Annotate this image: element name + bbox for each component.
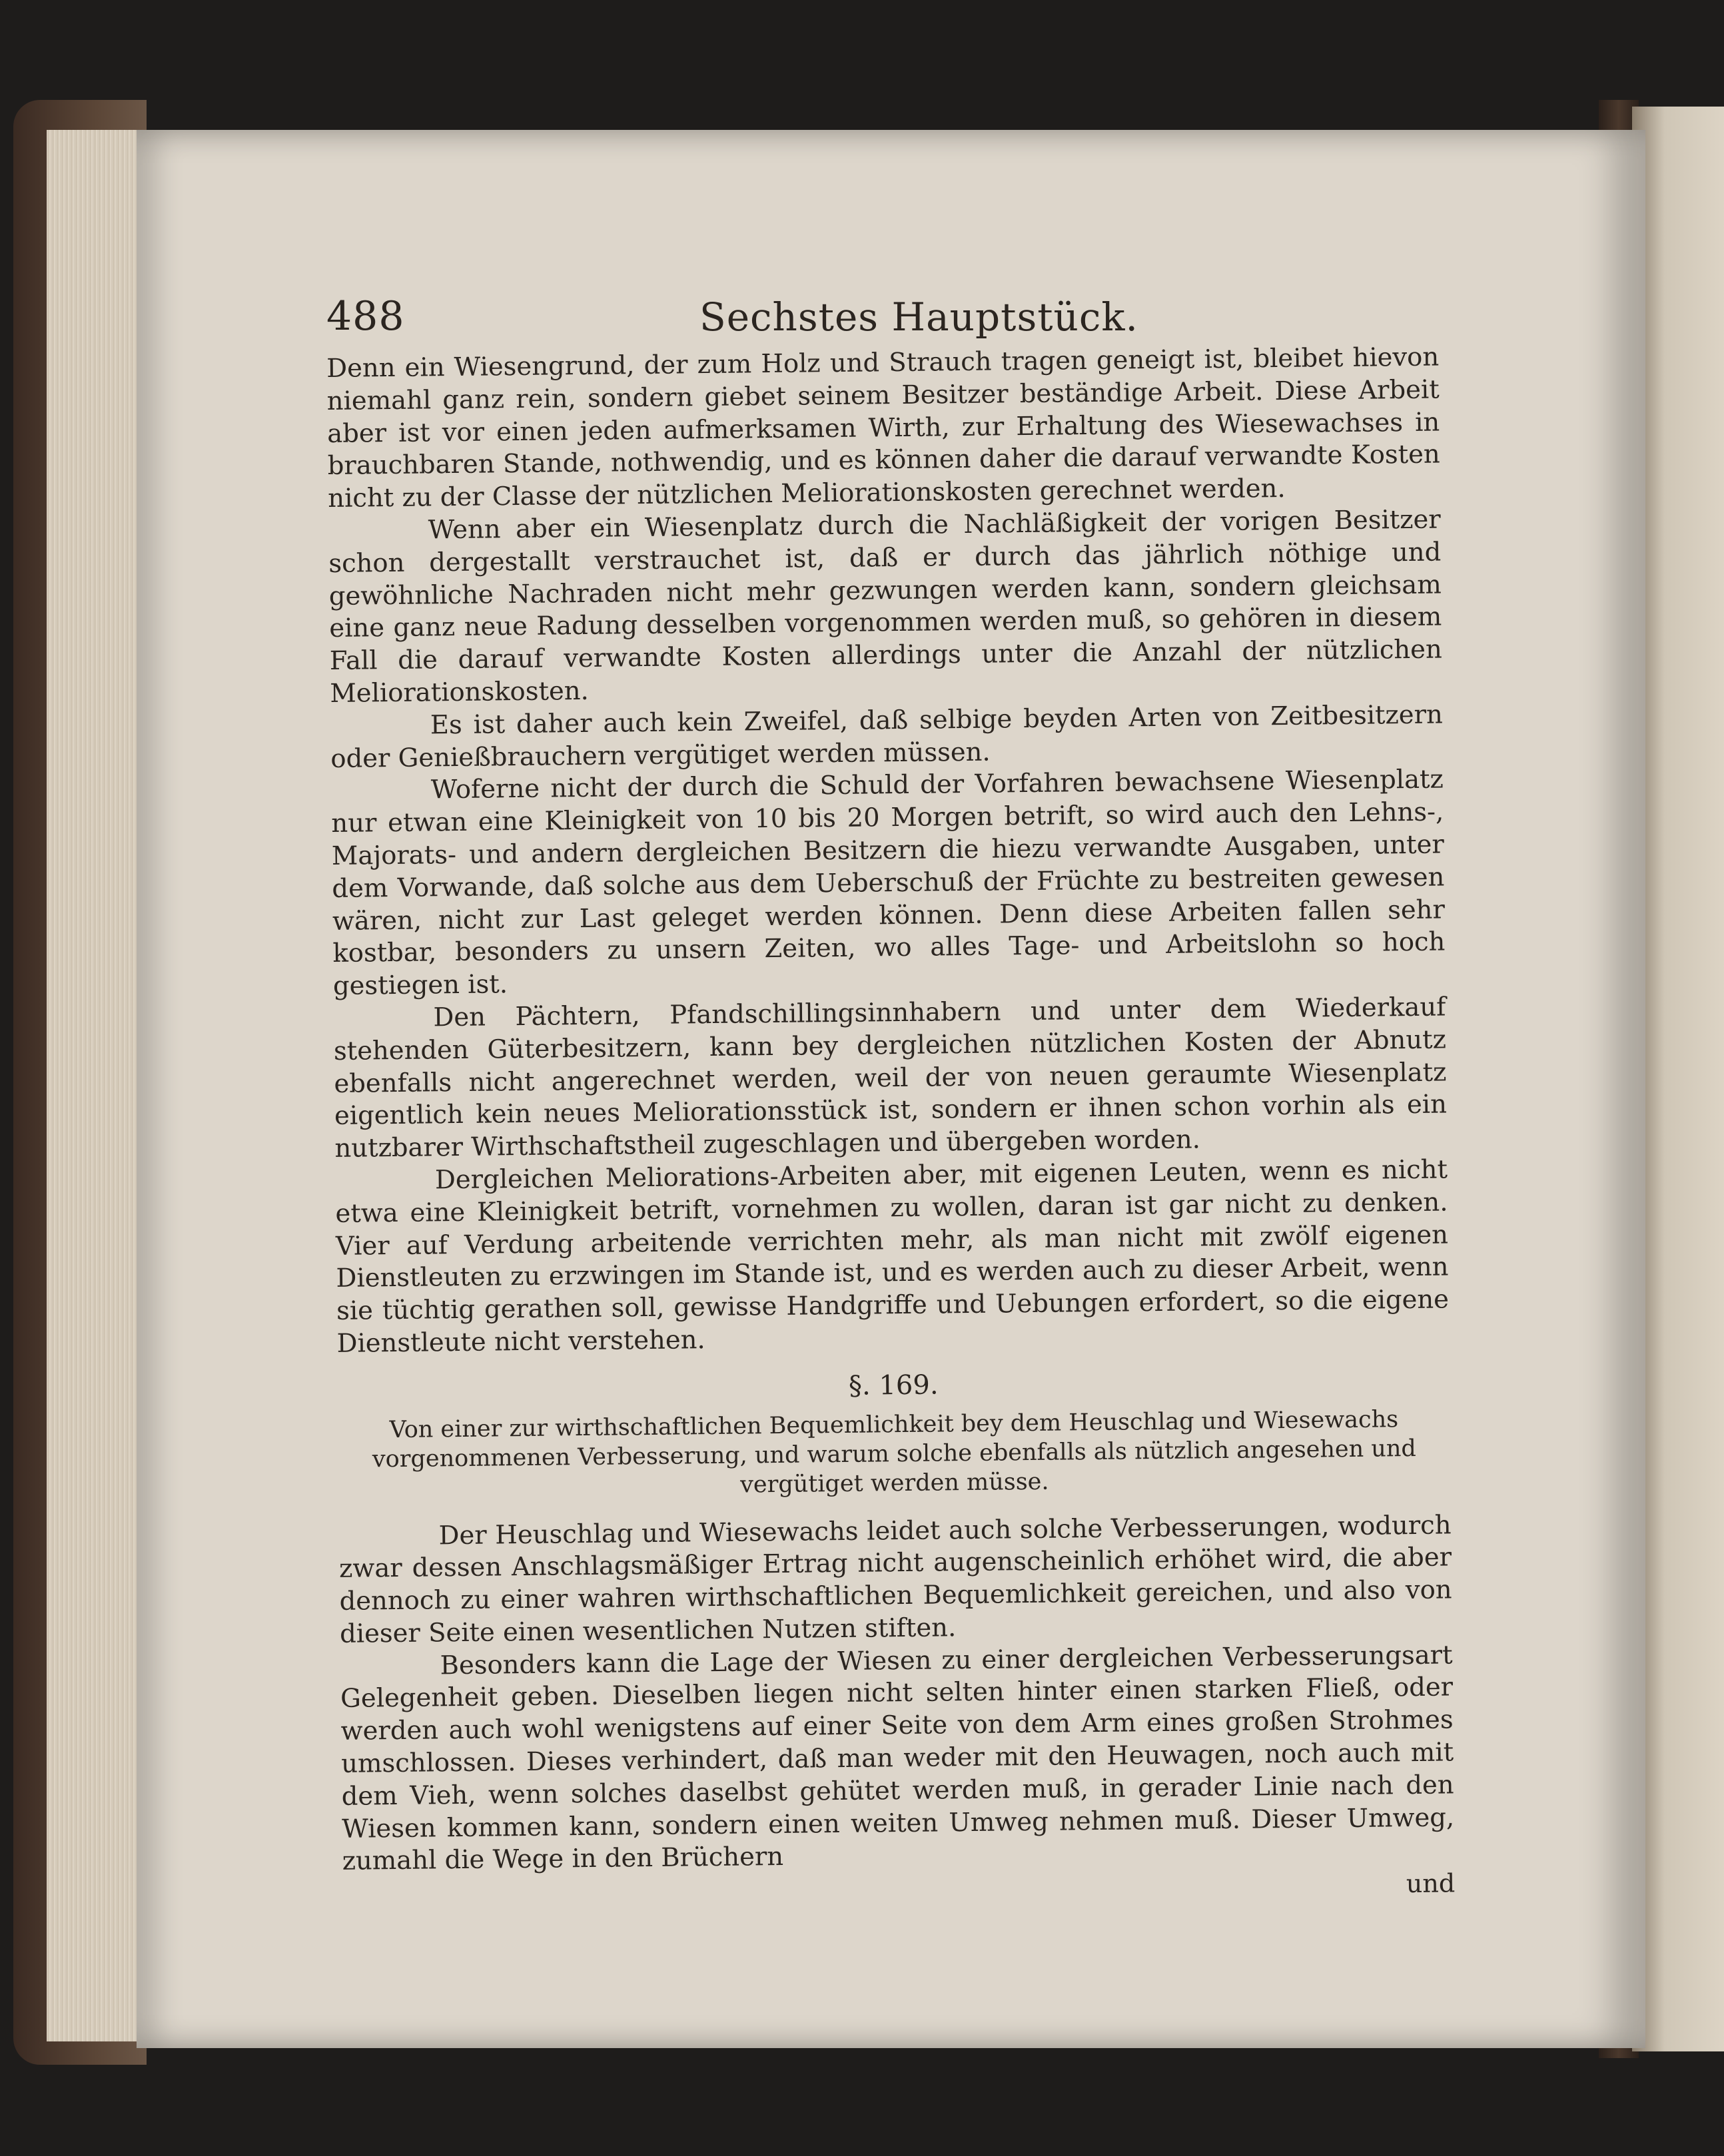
- paragraph: Der Heuschlag und Wiesewachs leidet auch solche Verbesserungen, wodurch zwar dessen Anschlagsmäßiger Ertrag nicht augenscheinlich erhöhet wird, die aber dennoch zu einer wahren wirthschaftlichen Bequemlichkeit gereichen, und also von dieser Seite einen wesentlichen Nutzen stiften.: [338, 1509, 1452, 1649]
- paragraph: Denn ein Wiesengrund, der zum Holz und Strauch tragen geneigt ist, bleibet hievon niemahl ganz rein, sondern giebet seinem Besitzer beständige Arbeit. Diese Arbeit aber ist vor einen jeden aufmerksamen Wirth, zur Erhaltung des Wiesewachses in brauchbaren Stande, nothwendig, und es können daher die darauf verwandte Kosten nicht zu der Classe der nützlichen Meliorationskosten gerechnet werden.: [326, 342, 1440, 514]
- paragraph: Den Pächtern, Pfandschillingsinnhabern und unter dem Wiederkauf stehenden Güterbesitzern, kann bey dergleichen nützlichen Kosten der Abnutz ebenfalls nicht angerechnet werden, weil der von neuen geraumte Wiesenplatz eigentlich kein neues Meliorationsstück ist, sondern er ihnen schon vorhin als ein nutzbarer Wirthschaftstheil zugeschlagen und übergeben worden.: [333, 992, 1448, 1164]
- section-number: §. 169.: [848, 1369, 939, 1401]
- paragraph: Dergleichen Meliorations-Arbeiten aber, mit eigenen Leuten, wenn es nicht etwa eine Kleinigkeit betrift, vornehmen zu wollen, daran ist gar nicht zu denken. Vier auf Verdung arbeitende verrichten mehr, als man nicht mit zwölf eigenen Dienstleuten zu erzwingen im Stande ist, und es werden auch zu dieser Arbeit, wenn sie tüchtig gerathen soll, gewisse Handgriffe und Uebungen erfordert, so die eigene Dienstleute nicht verstehen.: [335, 1154, 1450, 1359]
- section-title: Von einer zur wirthschaftlichen Bequemlichkeit bey dem Heuschlag und Wiesewachs vorgenommenen Verbesserung, und warum solche ebenfalls als nützlich angesehen und vergütiget werden müsse.: [372, 1405, 1416, 1499]
- paragraph: Woferne nicht der durch die Schuld der Vorfahren bewachsene Wiesenplatz nur etwan eine Kleinigkeit von 10 bis 20 Morgen betrift, so wird auch den Lehns-, Majorats- und andern dergleichen Besitzern die hiezu verwandte Ausgaben, unter dem Vorwande, daß solche aus dem Ueberschuß der Früchte zu bestreiten gewesen wären, nicht zur Last geleget werden können. Denn diese Arbeiten fallen sehr kostbar, besonders zu unsern Zeiten, wo alles Tage- und Arbeitslohn so hoch gestiegen ist.: [331, 764, 1446, 1002]
- running-title: Sechstes Hauptstück.: [699, 294, 1138, 340]
- page-edges: [47, 130, 147, 2041]
- page-number: 488: [326, 293, 405, 340]
- body-text: [326, 342, 1455, 1911]
- running-head: [326, 293, 1439, 346]
- paragraph: Wenn aber ein Wiesenplatz durch die Nachläßigkeit der vorigen Besitzer schon dergestallt verstrauchet ist, daß er durch das jährlich nöthige und gewöhnliche Nachraden nicht mehr gezwungen werden kann, sondern gleichsam eine ganz neue Radung desselben vorgenommen werden muß, so gehören in diesem Fall die darauf verwandte Kosten allerdings unter die Anzahl der nützlichen Meliorationskosten.: [328, 504, 1442, 709]
- paragraph: Es ist daher auch kein Zweifel, daß selbige beyden Arten von Zeitbesitzern oder Genießbrauchern vergütiget werden müssen.: [330, 699, 1444, 774]
- page-content: [326, 293, 1456, 1910]
- catchword: und: [1406, 1868, 1456, 1899]
- facing-page-edge: [1632, 107, 1724, 2051]
- paragraph: Besonders kann die Lage der Wiesen zu einer dergleichen Verbesserungsart Gelegenheit geben. Dieselben liegen nicht selten hinter einen starken Fließ, oder werden auch wohl wenigstens auf einer Seite von dem Arm eines großen Strohmes umschlossen. Dieses verhindert, daß man weder mit den Heuwagen, noch auch mit dem Vieh, wenn solches daselbst gehütet werden muß, in gerader Linie nach den Wiesen kommen kann, sondern einen weiten Umweg nehmen muß. Dieser Umweg, zumahl die Wege in den Brüchern: [340, 1640, 1455, 1877]
